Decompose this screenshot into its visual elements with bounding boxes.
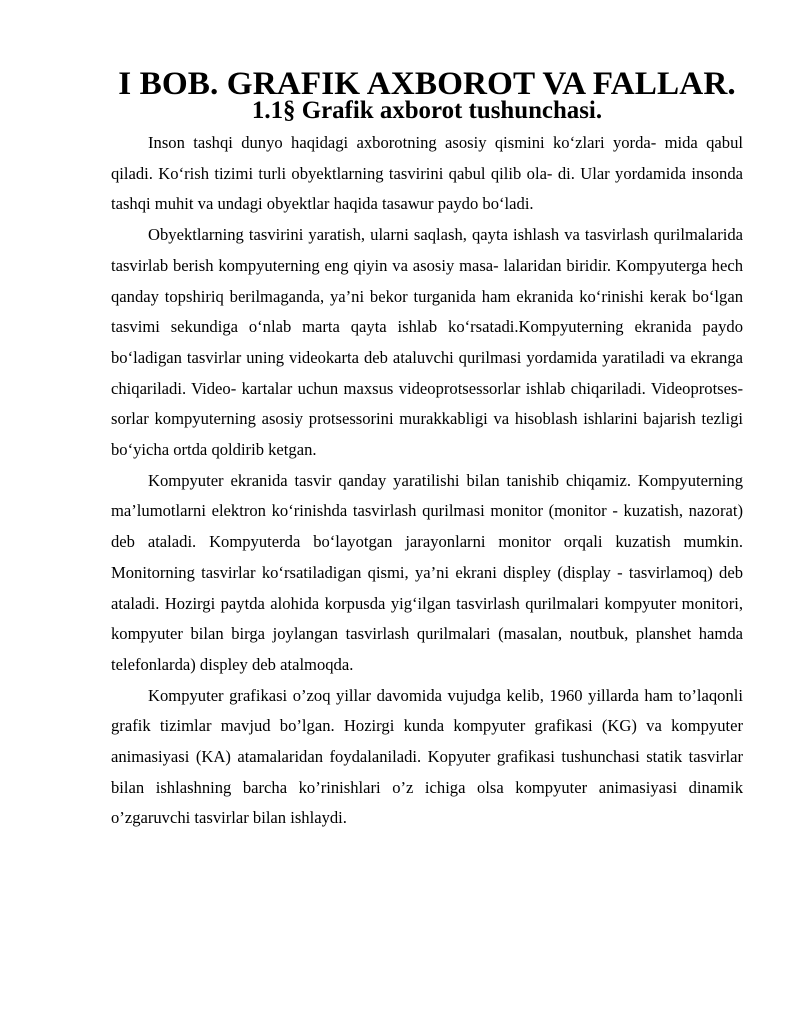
chapter-title: I BOB. GRAFIK AXBOROT VA FALLAR. [118, 65, 736, 102]
paragraph-4: Kompyuter grafikasi o’zoq yillar davomida vujudga kelib, 1960 yillarda ham to’laqonli grafik tizimlar mavjud bo’lgan. Hozirgi kunda kompyuter grafikasi (KG) va kompyuter animasiyasi (KA) atamalaridan foydalaniladi. Kopyuter grafikasi tushunchasi statik tasvirlar bilan ishlashning barcha ko’rinishlari o’z ichiga olsa kompyuter animasiyasi dinamik o’zgaruvchi tasvirlar bilan ishlaydi. [111, 685, 743, 828]
paragraph-1: Inson tashqi dunyo haqidagi axborotning asosiy qismini ko‘zlari yorda- mida qabul qiladi. Ko‘rish tizimi turli obyektlarning tasvirini qabul qilib ola- di. Ular yordamida insonda tashqi muhit va undagi obyektlar haqida tasawur paydo bo‘ladi. [111, 133, 743, 214]
section-title: 1.1§ Grafik axborot tushunchasi. [251, 97, 603, 124]
document-page [111, 65, 743, 834]
paragraph-2: Obyektlarning tasvirini yaratish, ularni saqlash, qayta ishlash va tasvirlash qurilmalarida tasvirlab berish kompyuterning eng qiyin va asosiy masa- lalaridan biridir. Kompyuterga hech qanday topshiriq berilmaganda, ya’ni bekor turganida ham ekranida ko‘rinishi kerak bo‘lgan tasvimi sekundiga o‘nlab marta qayta ishlab ko‘rsatadi.Kompyuterning ekranida paydo bo‘ladigan tasvirlar uning videokarta deb ataluvchi qurilmasi yordamida yaratiladi va ekranga chiqariladi. Video- kartalar uchun maxsus videoprotsessorlar ishlab chiqariladi. Videoprotses- sorlar kompyuterning asosiy protsessorini murakkabligi va hisoblash ishlarini bajarish tezligi bo‘yicha ortda qoldirib ketgan. [111, 225, 743, 460]
paragraph-3: Kompyuter ekranida tasvir qanday yaratilishi bilan tanishib chiqamiz. Kompyuterning ma’lumotlarni elektron ko‘rinishda tasvirlash qurilmasi monitor (monitor - kuzatish, nazorat) deb ataladi. Kompyuterda bo‘layotgan jarayonlarni monitor orqali kuzatish mumkin. Monitorning tasvirlar ko‘rsatiladigan qismi, ya’ni ekrani displey (display - tasvirlamoq) deb ataladi. Hozirgi paytda alohida korpusda yig‘ilgan tasvirlash qurilmalari kompyuter monitori, kompyuter bilan birga joylangan tasvirlash qurilmalari (masalan, noutbuk, planshet hamda telefonlarda) displey deb atalmoqda. [111, 470, 743, 674]
